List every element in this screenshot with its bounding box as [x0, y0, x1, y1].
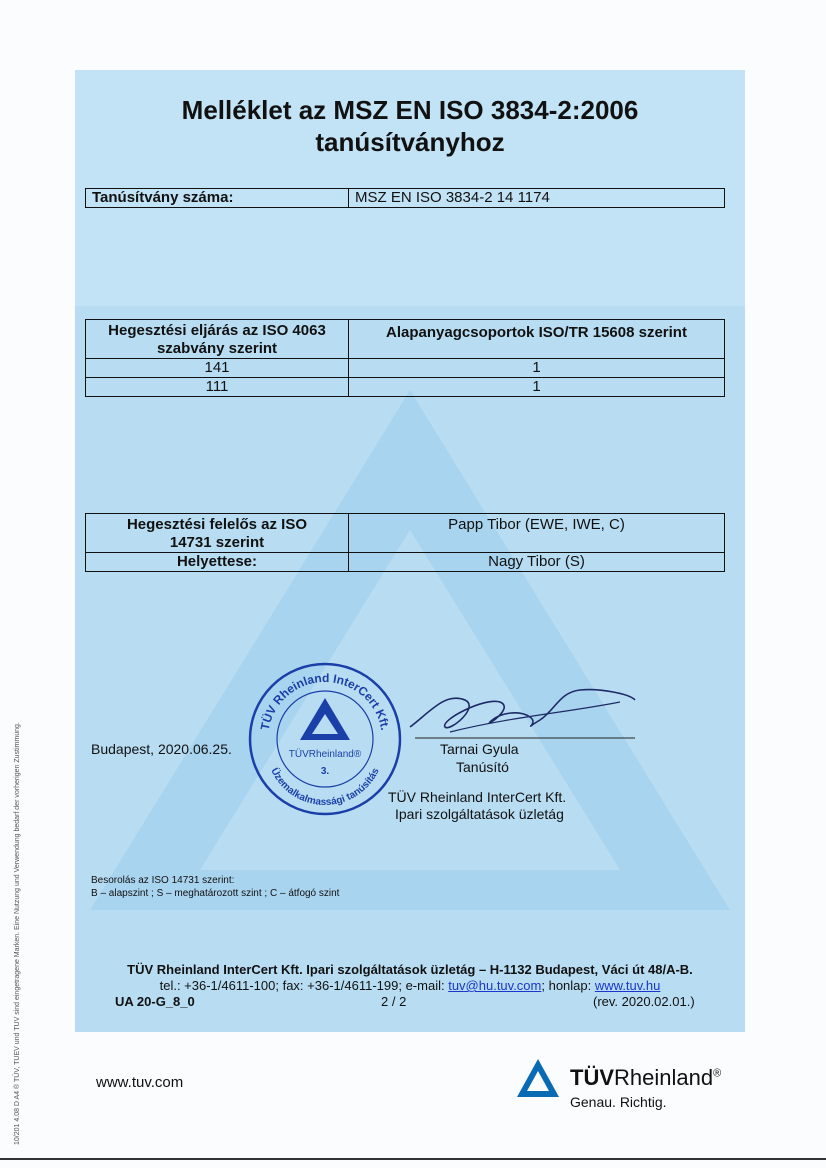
- certificate-number: MSZ EN ISO 3834-2 14 1174: [349, 189, 725, 208]
- place-date: Budapest, 2020.06.25.: [91, 741, 232, 757]
- page-title: [75, 94, 745, 158]
- email-link[interactable]: tuv@hu.tuv.com: [448, 978, 542, 993]
- signer-role: Tanúsító: [456, 759, 509, 775]
- responsible-label-line-2: 14731 szerint: [169, 534, 265, 551]
- process-header-line-2: szabvány szerint: [156, 340, 278, 357]
- title-line-1: Melléklet az MSZ EN ISO 3834-2:2006: [181, 95, 639, 125]
- tuv-rheinland-logo: [515, 1057, 765, 1117]
- classification-title: Besorolás az ISO 14731 szerint:: [91, 875, 235, 886]
- logo-wordmark: [570, 1065, 721, 1091]
- responsible-label: [86, 514, 349, 553]
- process-table: [85, 319, 725, 397]
- responsible-table: [85, 513, 725, 572]
- process-cell: 141: [86, 359, 349, 378]
- table-row: [86, 378, 725, 397]
- responsible-name: Papp Tibor (EWE, IWE, C): [349, 514, 725, 553]
- stamp-bottom-text: Üzemalkalmassági tanúsítás: [268, 766, 382, 809]
- logo-registered: ®: [713, 1067, 722, 1080]
- website-link[interactable]: www.tuv.hu: [594, 978, 661, 993]
- logo-brand-bold: TÜV: [570, 1065, 614, 1090]
- process-cell: 111: [86, 378, 349, 397]
- logo-slogan: Genau. Richtig.: [570, 1094, 667, 1110]
- stamp-seal-icon: [246, 660, 404, 818]
- document-code: UA 20-G_8_0: [115, 994, 195, 1009]
- title-line-2: tanúsítványhoz: [315, 127, 505, 157]
- signer-name: Tarnai Gyula: [440, 741, 519, 757]
- group-cell: 1: [349, 378, 725, 397]
- certificate-table: [85, 188, 725, 208]
- deputy-name: Nagy Tibor (S): [349, 553, 725, 572]
- group-cell: 1: [349, 359, 725, 378]
- side-legal-text: 10/201 4.08 D A4 ® TÜV, TUEV und TUV sind eingetragene Marken. Eine Nutzung und Verwendung bedarf der vorherigen Zustimmung.: [14, 722, 21, 1145]
- signer-department: Ipari szolgáltatások üzletág: [395, 806, 564, 822]
- logo-triangle-icon: [515, 1057, 561, 1099]
- process-header: [86, 320, 349, 359]
- deputy-label: Helyettese:: [86, 553, 349, 572]
- page-number: 2 / 2: [381, 994, 407, 1009]
- document-footer: [75, 962, 745, 1010]
- footer-contact-line: [75, 978, 745, 994]
- footer-contact-text: tel.: +36-1/4611-100; fax: +36-1/4611-199; e-mail:: [159, 978, 449, 993]
- table-row: [86, 359, 725, 378]
- classification-legend: B – alapszint ; S – meghatározott szint ; C – átfogó szint: [91, 888, 340, 899]
- stamp-brand: TÜVRheinland®: [288, 749, 362, 760]
- footer-web-label: ; honlap:: [541, 978, 595, 993]
- signer-org: TÜV Rheinland InterCert Kft.: [388, 789, 567, 805]
- revision: (rev. 2020.02.01.): [593, 994, 695, 1009]
- logo-brand-light: Rheinland: [614, 1065, 714, 1090]
- footer-company-line: TÜV Rheinland InterCert Kft. Ipari szolgáltatások üzletág – H-1132 Budapest, Váci út 48/A-B.: [127, 962, 693, 977]
- footer-meta-line: [75, 994, 745, 1010]
- watermark-triangle-icon: [80, 380, 740, 920]
- process-header-line-1: Hegesztési eljárás az ISO 4063: [108, 322, 326, 339]
- stamp-top-text: TÜV Rheinland InterCert Kft.: [257, 670, 393, 732]
- stamp-number: 3.: [320, 766, 330, 777]
- material-group-header: Alapanyagcsoportok ISO/TR 15608 szerint: [349, 320, 725, 359]
- responsible-label-line-1: Hegesztési felelős az ISO: [126, 516, 308, 533]
- signature-icon: [390, 672, 640, 752]
- certificate-label: Tanúsítvány száma:: [86, 189, 349, 208]
- bottom-rule: [0, 1158, 826, 1160]
- website-url[interactable]: www.tuv.com: [96, 1074, 184, 1091]
